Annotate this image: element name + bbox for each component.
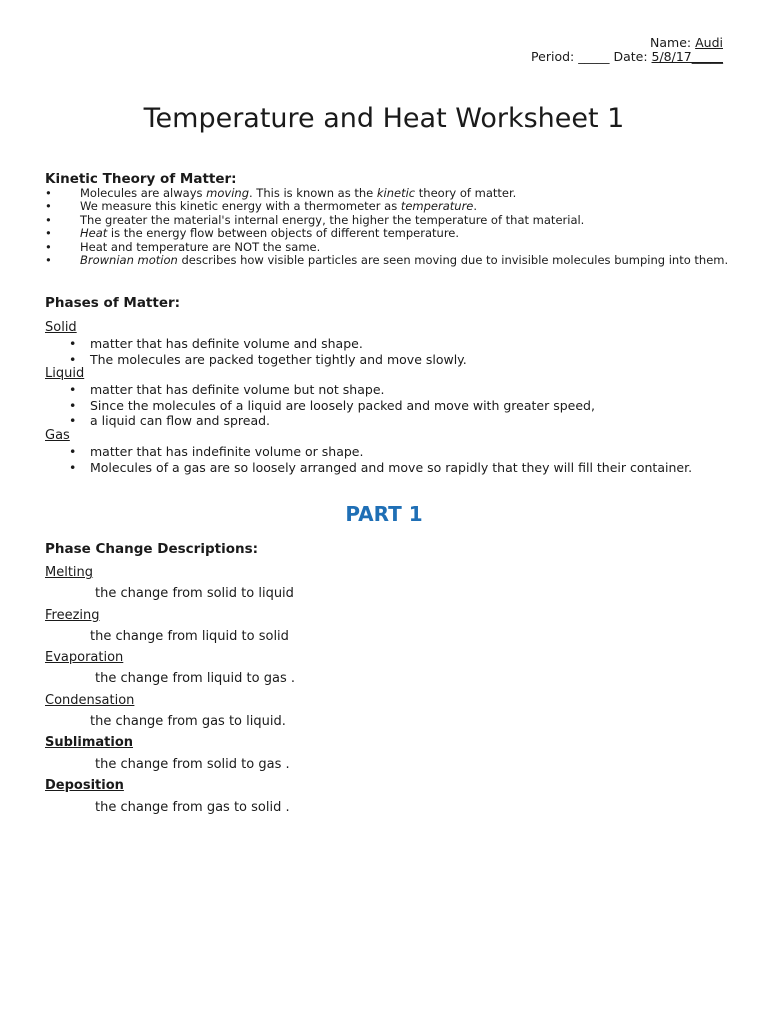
item-emphasis: temperature (400, 199, 474, 214)
phase-change-heading: Phase Change Descriptions: (45, 541, 259, 557)
list-item (45, 444, 725, 460)
item-text: a liquid can flow and spread. (90, 413, 271, 428)
item-text: . This is known as the (249, 186, 377, 200)
solid-list (45, 336, 725, 367)
term-deposition: Deposition (45, 778, 124, 793)
bullet-icon: • (45, 253, 52, 268)
item-emphasis: moving (206, 186, 249, 200)
item-text: . (473, 199, 478, 214)
bullet-icon: • (45, 239, 52, 254)
item-emphasis: kinetic (376, 186, 416, 200)
name-line (531, 36, 723, 50)
item-text: theory of matter. (415, 186, 517, 200)
definition-condensation: the change from gas to liquid. (90, 714, 286, 729)
kinetic-list (45, 187, 735, 267)
bullet-icon: • (69, 397, 77, 413)
definition-evaporation: the change from liquid to gas . (95, 671, 295, 686)
period-label: Period: (531, 49, 579, 64)
term-freezing: Freezing (45, 608, 100, 623)
student-header (531, 36, 723, 64)
term-evaporation: Evaporation (45, 650, 124, 665)
period-blank: _____ (578, 49, 610, 64)
item-text: Since the molecules of a liquid are loosely packed and move with greater speed, (90, 397, 595, 413)
phases-heading: Phases of Matter: (45, 295, 181, 311)
item-text: matter that has definite volume but not shape. (90, 382, 385, 397)
item-text: matter that has definite volume and shape. (90, 336, 363, 351)
solid-label: Solid (45, 320, 77, 335)
kinetic-heading: Kinetic Theory of Matter: (45, 171, 237, 187)
definition-sublimation: the change from solid to gas . (95, 757, 290, 772)
list-item (45, 200, 735, 213)
item-text: matter that has indefinite volume or shape. (90, 444, 364, 459)
item-emphasis: Brownian motion (80, 253, 178, 268)
bullet-icon: • (69, 382, 77, 397)
period-date-line (531, 50, 723, 64)
date-label: Date: (609, 49, 652, 64)
item-text: The greater the material's internal energy, the higher the temperature of that material. (80, 212, 585, 227)
gas-list (45, 444, 725, 475)
item-text: Molecules of a gas are so loosely arranged and move so rapidly that they will fill their container. (90, 459, 693, 475)
bullet-icon: • (45, 199, 52, 214)
bullet-icon: • (69, 459, 77, 475)
list-item (45, 254, 735, 267)
list-item (45, 352, 725, 368)
list-item (45, 241, 735, 254)
date-value: 5/8/17_____ (651, 49, 723, 64)
list-item (45, 460, 725, 476)
bullet-icon: • (45, 226, 52, 241)
list-item (45, 336, 725, 352)
list-item (45, 382, 725, 398)
name-label: Name: (650, 35, 696, 50)
part-heading: PART 1 (345, 502, 423, 526)
list-item (45, 187, 735, 200)
item-emphasis: Heat (80, 226, 108, 241)
bullet-icon: • (69, 351, 77, 367)
item-text: We measure this kinetic energy with a thermometer as (80, 199, 401, 214)
gas-label: Gas (45, 428, 70, 443)
bullet-icon: • (45, 212, 52, 227)
bullet-icon: • (69, 444, 77, 459)
definition-melting: the change from solid to liquid (95, 586, 294, 601)
name-value: Audi (695, 35, 723, 50)
item-text: describes how visible particles are seen moving due to invisible molecules bumping into them. (177, 253, 729, 268)
item-text: The molecules are packed together tightly and move slowly. (90, 351, 467, 367)
bullet-icon: • (45, 186, 52, 200)
bullet-icon: • (69, 336, 77, 351)
liquid-list (45, 382, 725, 429)
item-text: Molecules are always (80, 186, 207, 200)
list-item (45, 398, 725, 414)
bullet-icon: • (69, 413, 77, 428)
list-item (45, 227, 735, 240)
term-sublimation: Sublimation (45, 735, 134, 750)
page-title: Temperature and Heat Worksheet 1 (143, 103, 625, 134)
item-text: is the energy flow between objects of different temperature. (107, 226, 460, 241)
list-item (45, 214, 735, 227)
item-text: Heat and temperature are NOT the same. (80, 239, 321, 254)
liquid-label: Liquid (45, 366, 85, 381)
term-condensation: Condensation (45, 693, 135, 708)
definition-deposition: the change from gas to solid . (95, 800, 290, 815)
term-melting: Melting (45, 565, 94, 580)
list-item (45, 413, 725, 429)
definition-freezing: the change from liquid to solid (90, 629, 289, 644)
